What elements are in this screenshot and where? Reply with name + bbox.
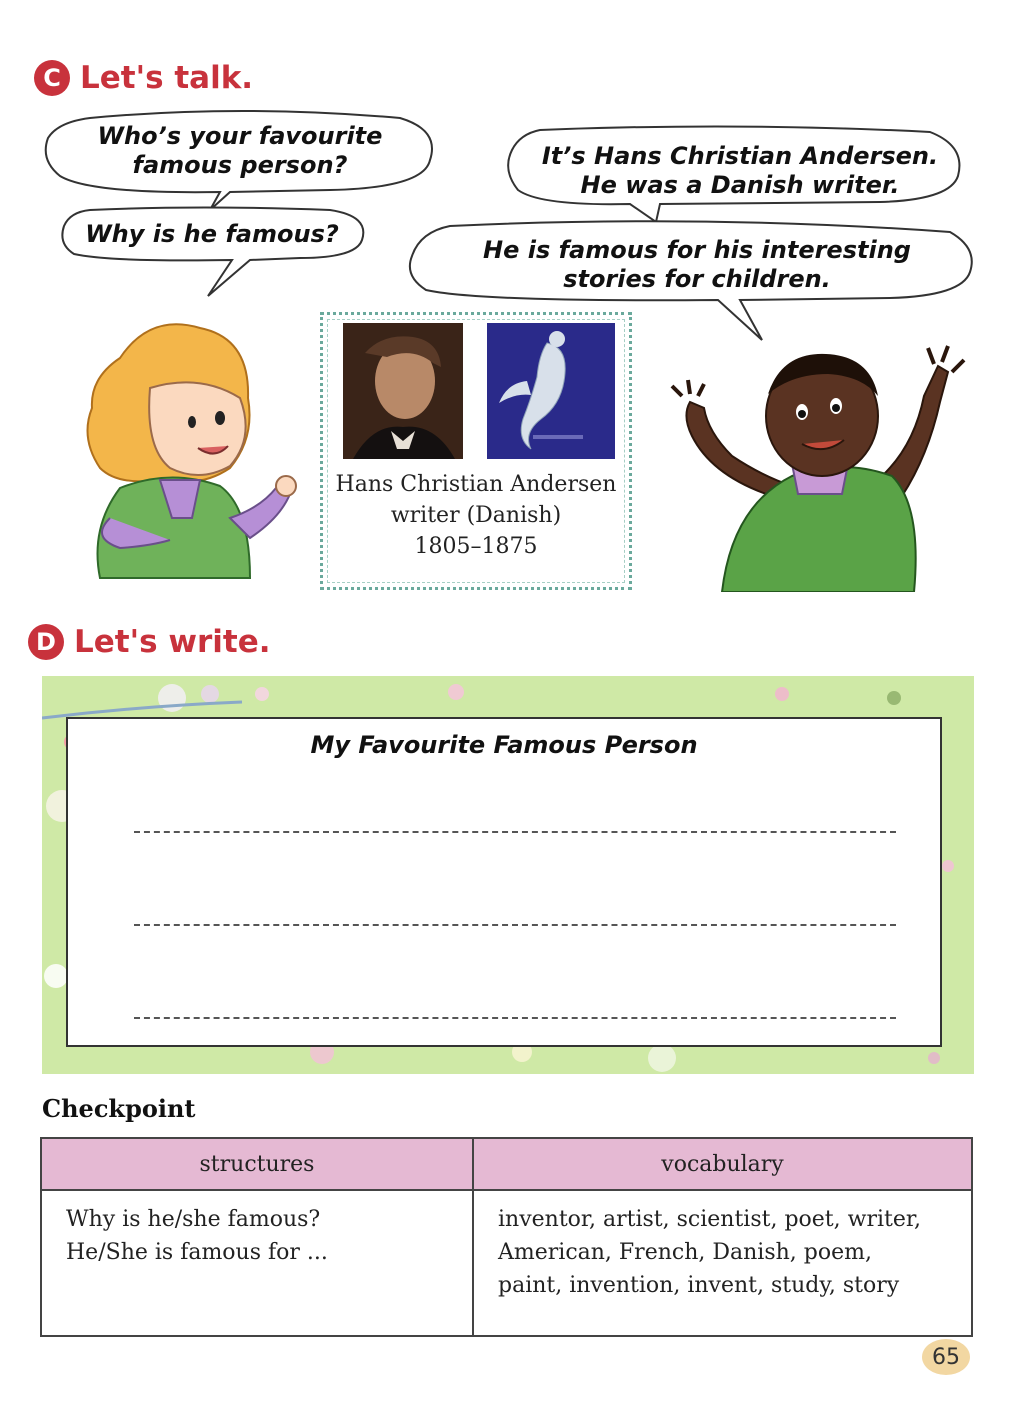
andersen-card <box>320 312 632 590</box>
checkpoint-title: Checkpoint <box>42 1094 196 1123</box>
bubble-why-famous: Why is he famous? <box>85 220 339 248</box>
vocabulary-line: inventor, artist, scientist, poet, writer, <box>498 1207 921 1232</box>
write-box <box>66 717 942 1047</box>
structures-cell <box>41 1190 473 1336</box>
boy-illustration <box>652 336 972 592</box>
section-c-badge: C <box>34 60 70 96</box>
section-d-badge: D <box>28 624 64 660</box>
andersen-portrait <box>343 323 463 459</box>
bubble-stories-line1: He is famous for his interesting <box>483 236 911 264</box>
bubble-andersen-line1: It’s Hans Christian Andersen. <box>541 142 939 170</box>
bubble-favourite-line1: Who’s your favourite <box>97 122 383 150</box>
section-c-title: Let's talk. <box>80 60 254 96</box>
checkpoint-table <box>40 1137 973 1337</box>
card-years: 1805–1875 <box>414 534 538 559</box>
bubble-andersen-line2: He was a Danish writer. <box>580 171 900 199</box>
writing-line-1[interactable] <box>134 831 896 833</box>
card-caption <box>323 469 629 562</box>
card-role: writer (Danish) <box>390 503 562 528</box>
structure-item: Why is he/she famous? <box>66 1207 321 1232</box>
writing-line-2[interactable] <box>134 924 896 926</box>
little-mermaid-book-cover <box>487 323 615 459</box>
bubble-stories-line2: stories for children. <box>563 265 831 293</box>
bubble-favourite <box>70 122 410 180</box>
card-name: Hans Christian Andersen <box>335 472 617 497</box>
section-d-header <box>28 624 271 660</box>
structure-item: He/She is famous for ... <box>66 1240 328 1265</box>
header-structures: structures <box>41 1138 473 1190</box>
girl-illustration <box>80 318 310 580</box>
vocabulary-line: American, French, Danish, poem, <box>498 1240 872 1265</box>
page-number: 65 <box>922 1339 970 1375</box>
bubble-stories <box>430 236 964 294</box>
bubble-favourite-line2: famous person? <box>132 151 348 179</box>
writing-line-3[interactable] <box>134 1017 896 1019</box>
vocabulary-line: paint, invention, invent, study, story <box>498 1273 900 1298</box>
bubble-andersen <box>522 142 958 200</box>
write-title: My Favourite Famous Person <box>310 731 698 759</box>
header-vocabulary: vocabulary <box>473 1138 972 1190</box>
vocabulary-cell <box>473 1190 972 1336</box>
section-d-title: Let's write. <box>74 624 271 660</box>
